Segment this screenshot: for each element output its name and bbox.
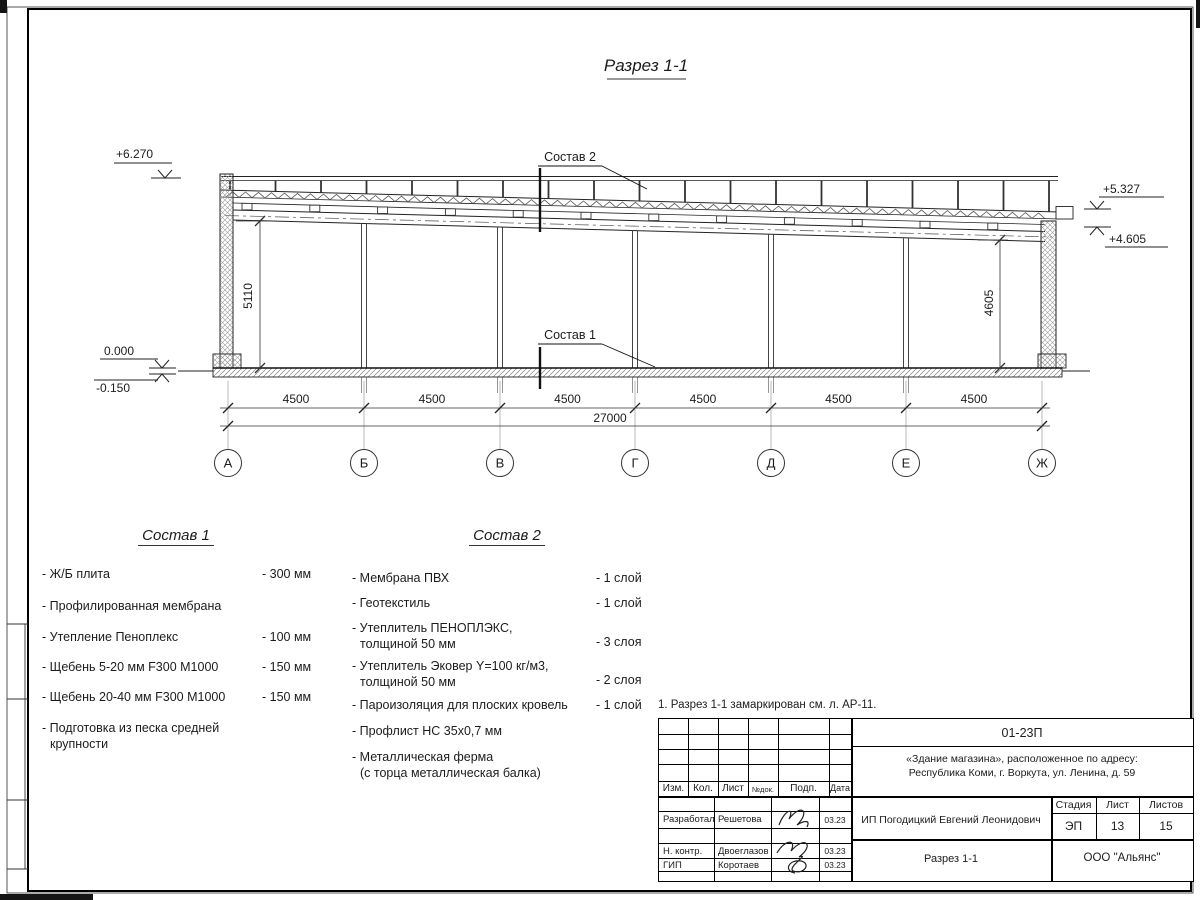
sostav2-item-3: - Утеплитель ПЕНОПЛЭКС, толщиной 50 мм bbox=[352, 621, 513, 651]
tb-date-ncontr: 03.23 bbox=[824, 846, 846, 856]
left-edge-boxes bbox=[7, 624, 28, 869]
sostav1-item-4: - Щебень 5-20 мм F300 М1000 bbox=[42, 660, 219, 674]
sostav2-item-2: - Геотекстиль bbox=[352, 596, 431, 610]
elev-minus-label: -0.150 bbox=[96, 381, 131, 395]
sostav1-item-5: - Щебень 20-40 мм F300 М1000 bbox=[42, 690, 226, 704]
vdim-left-label: 5110 bbox=[241, 283, 255, 309]
scan-artifact-top-left bbox=[0, 0, 7, 13]
purlin bbox=[513, 211, 523, 218]
elev-right-low-label: +4.605 bbox=[1109, 232, 1147, 246]
sostav2-item-5: - Пароизоляция для плоских кровель bbox=[352, 698, 568, 712]
eaves-block bbox=[1056, 207, 1073, 220]
purlin bbox=[581, 212, 591, 219]
sostav1-marker-label: Состав 1 bbox=[544, 328, 596, 342]
scan-artifact-right bbox=[1196, 0, 1200, 28]
purlin bbox=[717, 216, 727, 223]
axis-label: Ж bbox=[1035, 455, 1049, 471]
elev-zero-label: 0.000 bbox=[104, 344, 135, 358]
axis-label: Г bbox=[631, 455, 639, 471]
tb-role-developer: Разработал bbox=[663, 814, 715, 825]
sostav2-item-6: - Профлист НС 35х0,7 мм bbox=[352, 724, 502, 738]
tb-stage-value: ЭП bbox=[1064, 819, 1083, 833]
tb-client: ИП Погодицкий Евгений Леонидович bbox=[861, 814, 1041, 826]
floor-slab bbox=[213, 368, 1062, 377]
signature-gip bbox=[777, 842, 807, 873]
tb-header-list: Лист bbox=[722, 783, 744, 794]
title-block bbox=[658, 718, 1194, 882]
bay-dim-label: 4500 bbox=[825, 392, 852, 406]
purlin bbox=[649, 214, 659, 221]
tb-project-line2: Республика Коми, г. Воркута, ул. Ленина, д. 59 bbox=[908, 767, 1136, 779]
elev-right-high-mark bbox=[1084, 197, 1164, 209]
axis-label: А bbox=[223, 455, 233, 471]
tb-company: ООО "Альянс" bbox=[1083, 852, 1161, 864]
bay-dim-label: 4500 bbox=[554, 392, 581, 406]
tb-sheet-label: Лист bbox=[1106, 799, 1129, 811]
axis-label: Е bbox=[901, 455, 911, 471]
sostav2-item-3-value: - 3 слоя bbox=[596, 635, 642, 649]
sostav1-item-3: - Утепление Пеноплекс bbox=[42, 630, 179, 644]
sostav1-title: Состав 1 bbox=[96, 527, 256, 544]
tb-sheet-value: 13 bbox=[1110, 819, 1125, 833]
sostav2-item-5-value: - 1 слой bbox=[596, 698, 642, 712]
purlin bbox=[310, 205, 320, 212]
elev-top-left-mark bbox=[114, 163, 181, 178]
sostav2-item-1: - Мембрана ПВХ bbox=[352, 571, 450, 585]
axis-label: Д bbox=[766, 455, 776, 471]
tb-role-gip: ГИП bbox=[663, 860, 682, 871]
bay-dim-label: 4500 bbox=[282, 392, 310, 406]
sostav2-item-4-value: - 2 слоя bbox=[596, 673, 642, 687]
sostav2-marker-label: Состав 2 bbox=[544, 150, 596, 164]
vdim-right-label: 4605 bbox=[982, 289, 996, 317]
left-wall bbox=[220, 174, 233, 368]
purlin bbox=[988, 223, 998, 230]
total-dim-label: 27000 bbox=[593, 411, 627, 425]
axis-label: Б bbox=[359, 455, 369, 471]
purlin bbox=[445, 209, 455, 216]
tb-header-kol: Кол. bbox=[693, 783, 713, 794]
bay-dim-label: 4500 bbox=[689, 392, 717, 406]
signature-marks bbox=[771, 801, 819, 877]
bay-dim-label: 4500 bbox=[960, 392, 988, 406]
drawing-title: Разрез 1-1 bbox=[603, 56, 689, 75]
tb-stage-label: Стадия bbox=[1055, 799, 1092, 811]
sostav1-item-2: - Профилированная мембрана bbox=[42, 599, 222, 613]
tb-name-developer: Решетова bbox=[718, 814, 762, 825]
tb-header-data: Дата bbox=[830, 783, 850, 793]
tb-name-ncontr: Двоеглазов bbox=[718, 846, 769, 857]
sheet-note: 1. Разрез 1-1 замаркирован см. л. АР-11. bbox=[658, 699, 877, 711]
bay-dim-label: 4500 bbox=[418, 392, 446, 406]
scan-artifact-bottom-left bbox=[0, 894, 93, 900]
tb-role-ncontr: Н. контр. bbox=[663, 846, 703, 857]
sostav1-item-5-value: - 150 мм bbox=[262, 690, 312, 704]
sostav1-item-1: - Ж/Б плита bbox=[42, 567, 110, 581]
tb-name-gip: Коротаев bbox=[718, 860, 760, 871]
sostav2-item-4: - Утеплитель Эковер Y=100 кг/м3, толщиной 50 мм bbox=[352, 659, 549, 689]
roof-deck-profile bbox=[226, 192, 1045, 219]
tb-header-ndok: №док. bbox=[752, 785, 774, 794]
sostav1-item-4-value: - 150 мм bbox=[262, 660, 312, 674]
sostav2-item-1-value: - 1 слой bbox=[596, 571, 642, 585]
purlin bbox=[852, 220, 862, 227]
sostav1-item-3-value: - 100 мм bbox=[262, 630, 312, 644]
right-wall bbox=[1041, 221, 1056, 368]
sostav1-item-1-value: - 300 мм bbox=[262, 567, 312, 581]
roof-layers bbox=[221, 190, 1060, 242]
purlin bbox=[784, 218, 794, 225]
sostav2-title: Состав 2 bbox=[427, 527, 587, 544]
tb-code: 01-23П bbox=[1001, 726, 1043, 740]
sostav2-item-2-value: - 1 слой bbox=[596, 596, 642, 610]
purlin bbox=[242, 203, 252, 210]
purlin bbox=[920, 221, 930, 228]
tb-header-podp: Подп. bbox=[790, 783, 817, 794]
left-wall-footing bbox=[213, 354, 241, 368]
axis-label: В bbox=[495, 455, 505, 471]
tb-sheet-name: Разрез 1-1 bbox=[923, 853, 978, 865]
tb-sheets-value: 15 bbox=[1159, 819, 1173, 833]
tb-date-developer: 03.23 bbox=[824, 815, 846, 825]
tb-sheets-label: Листов bbox=[1148, 799, 1184, 811]
elev-right-high-label: +5.327 bbox=[1103, 182, 1141, 196]
purlin bbox=[378, 207, 388, 214]
elev-top-left-label: +6.270 bbox=[116, 147, 154, 161]
right-wall-footing bbox=[1038, 354, 1066, 368]
tb-date-gip: 03.23 bbox=[824, 860, 846, 870]
tb-header-izm: Изм. bbox=[662, 783, 685, 794]
sostav1-item-6: - Подготовка из песка средней крупности bbox=[42, 721, 220, 751]
signature-developer bbox=[779, 810, 808, 827]
sostav2-item-7: - Металлическая ферма (с торца металлическая балка) bbox=[352, 750, 541, 780]
tb-project-line1: «Здание магазина», расположенное по адресу: bbox=[906, 753, 1138, 765]
elev-zero-mark bbox=[100, 359, 176, 368]
